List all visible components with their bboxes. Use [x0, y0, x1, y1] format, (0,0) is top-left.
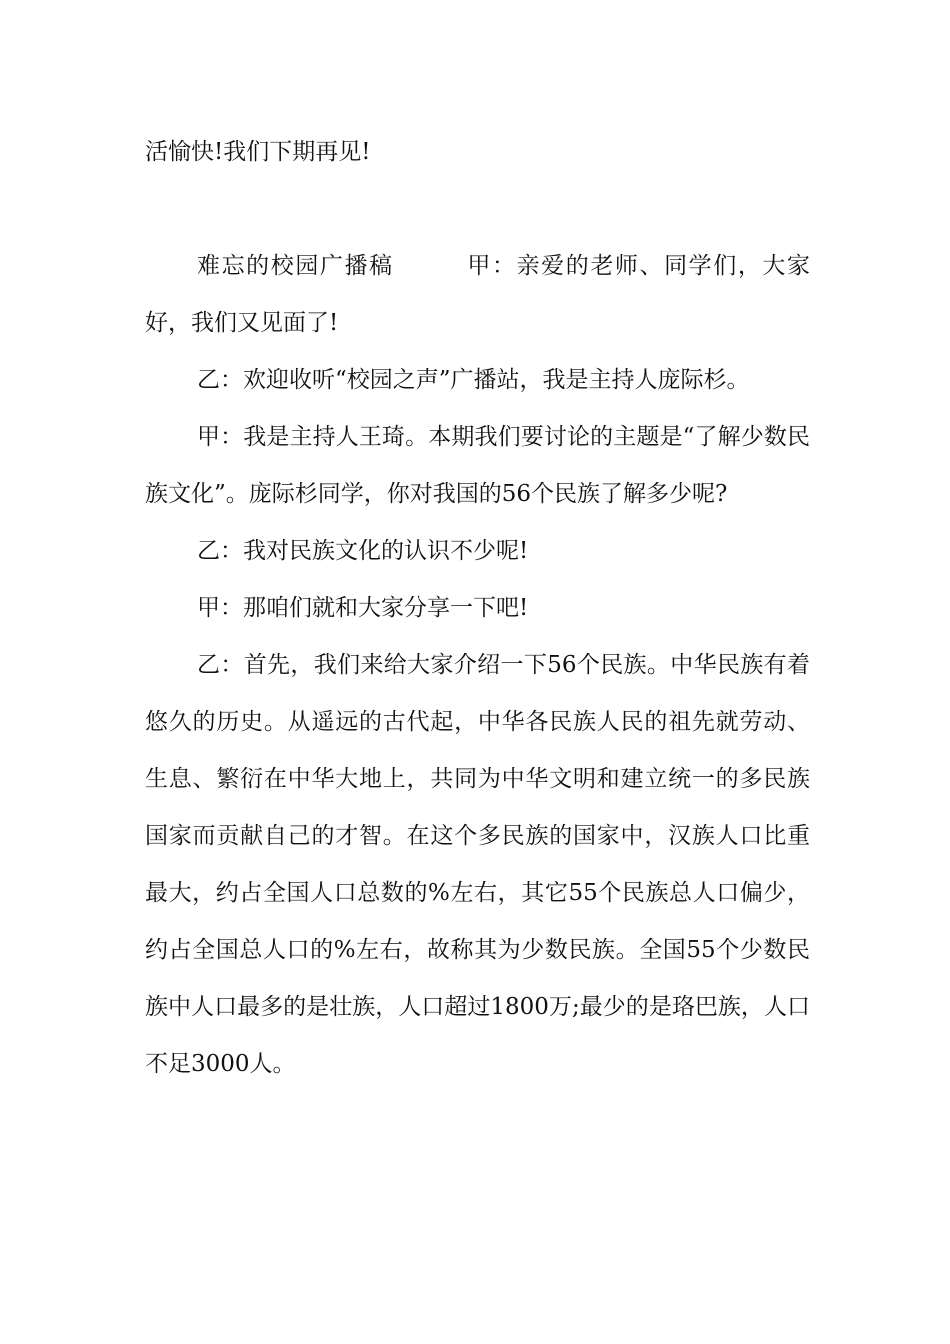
- paragraph-host-b-welcome: 乙：欢迎收听“校园之声”广播站，我是主持人庞际杉。: [197, 367, 750, 393]
- paragraph-title-intro: 难忘的校园广播稿 甲：亲爱的老师、同学们，大家好，我们又见面了!: [145, 253, 810, 336]
- document-body: [145, 238, 810, 1093]
- paragraph-host-b-reply: 乙：我对民族文化的认识不少呢!: [197, 538, 529, 564]
- continuation-paragraph: [145, 124, 810, 181]
- paragraph-host-b-ethnic-groups: 乙：首先，我们来给大家介绍一下56个民族。中华民族有着悠久的历史。从遥远的古代起，中华各民族人民的祖先就劳动、生息、繁衍在中华大地上，共同为中华文明和建立统一的多民族国家而贡献自己的才智。在这个多民族的国家中，汉族人口比重最大，约占全国人口总数的%左右，其它55个民族总人口偏少，约占全国总人口的%左右，故称其为少数民族。全国55个少数民族中人口最多的是壮族，人口超过1800万;最少的是珞巴族，人口不足3000人。: [145, 652, 810, 1077]
- paragraph-text: 活愉快!我们下期再见!: [145, 139, 371, 165]
- paragraph-host-a-share: 甲：那咱们就和大家分享一下吧!: [197, 595, 529, 621]
- paragraph-host-a-topic: 甲：我是主持人王琦。本期我们要讨论的主题是“了解少数民族文化”。庞际杉同学，你对我国的56个民族了解多少呢?: [145, 424, 810, 507]
